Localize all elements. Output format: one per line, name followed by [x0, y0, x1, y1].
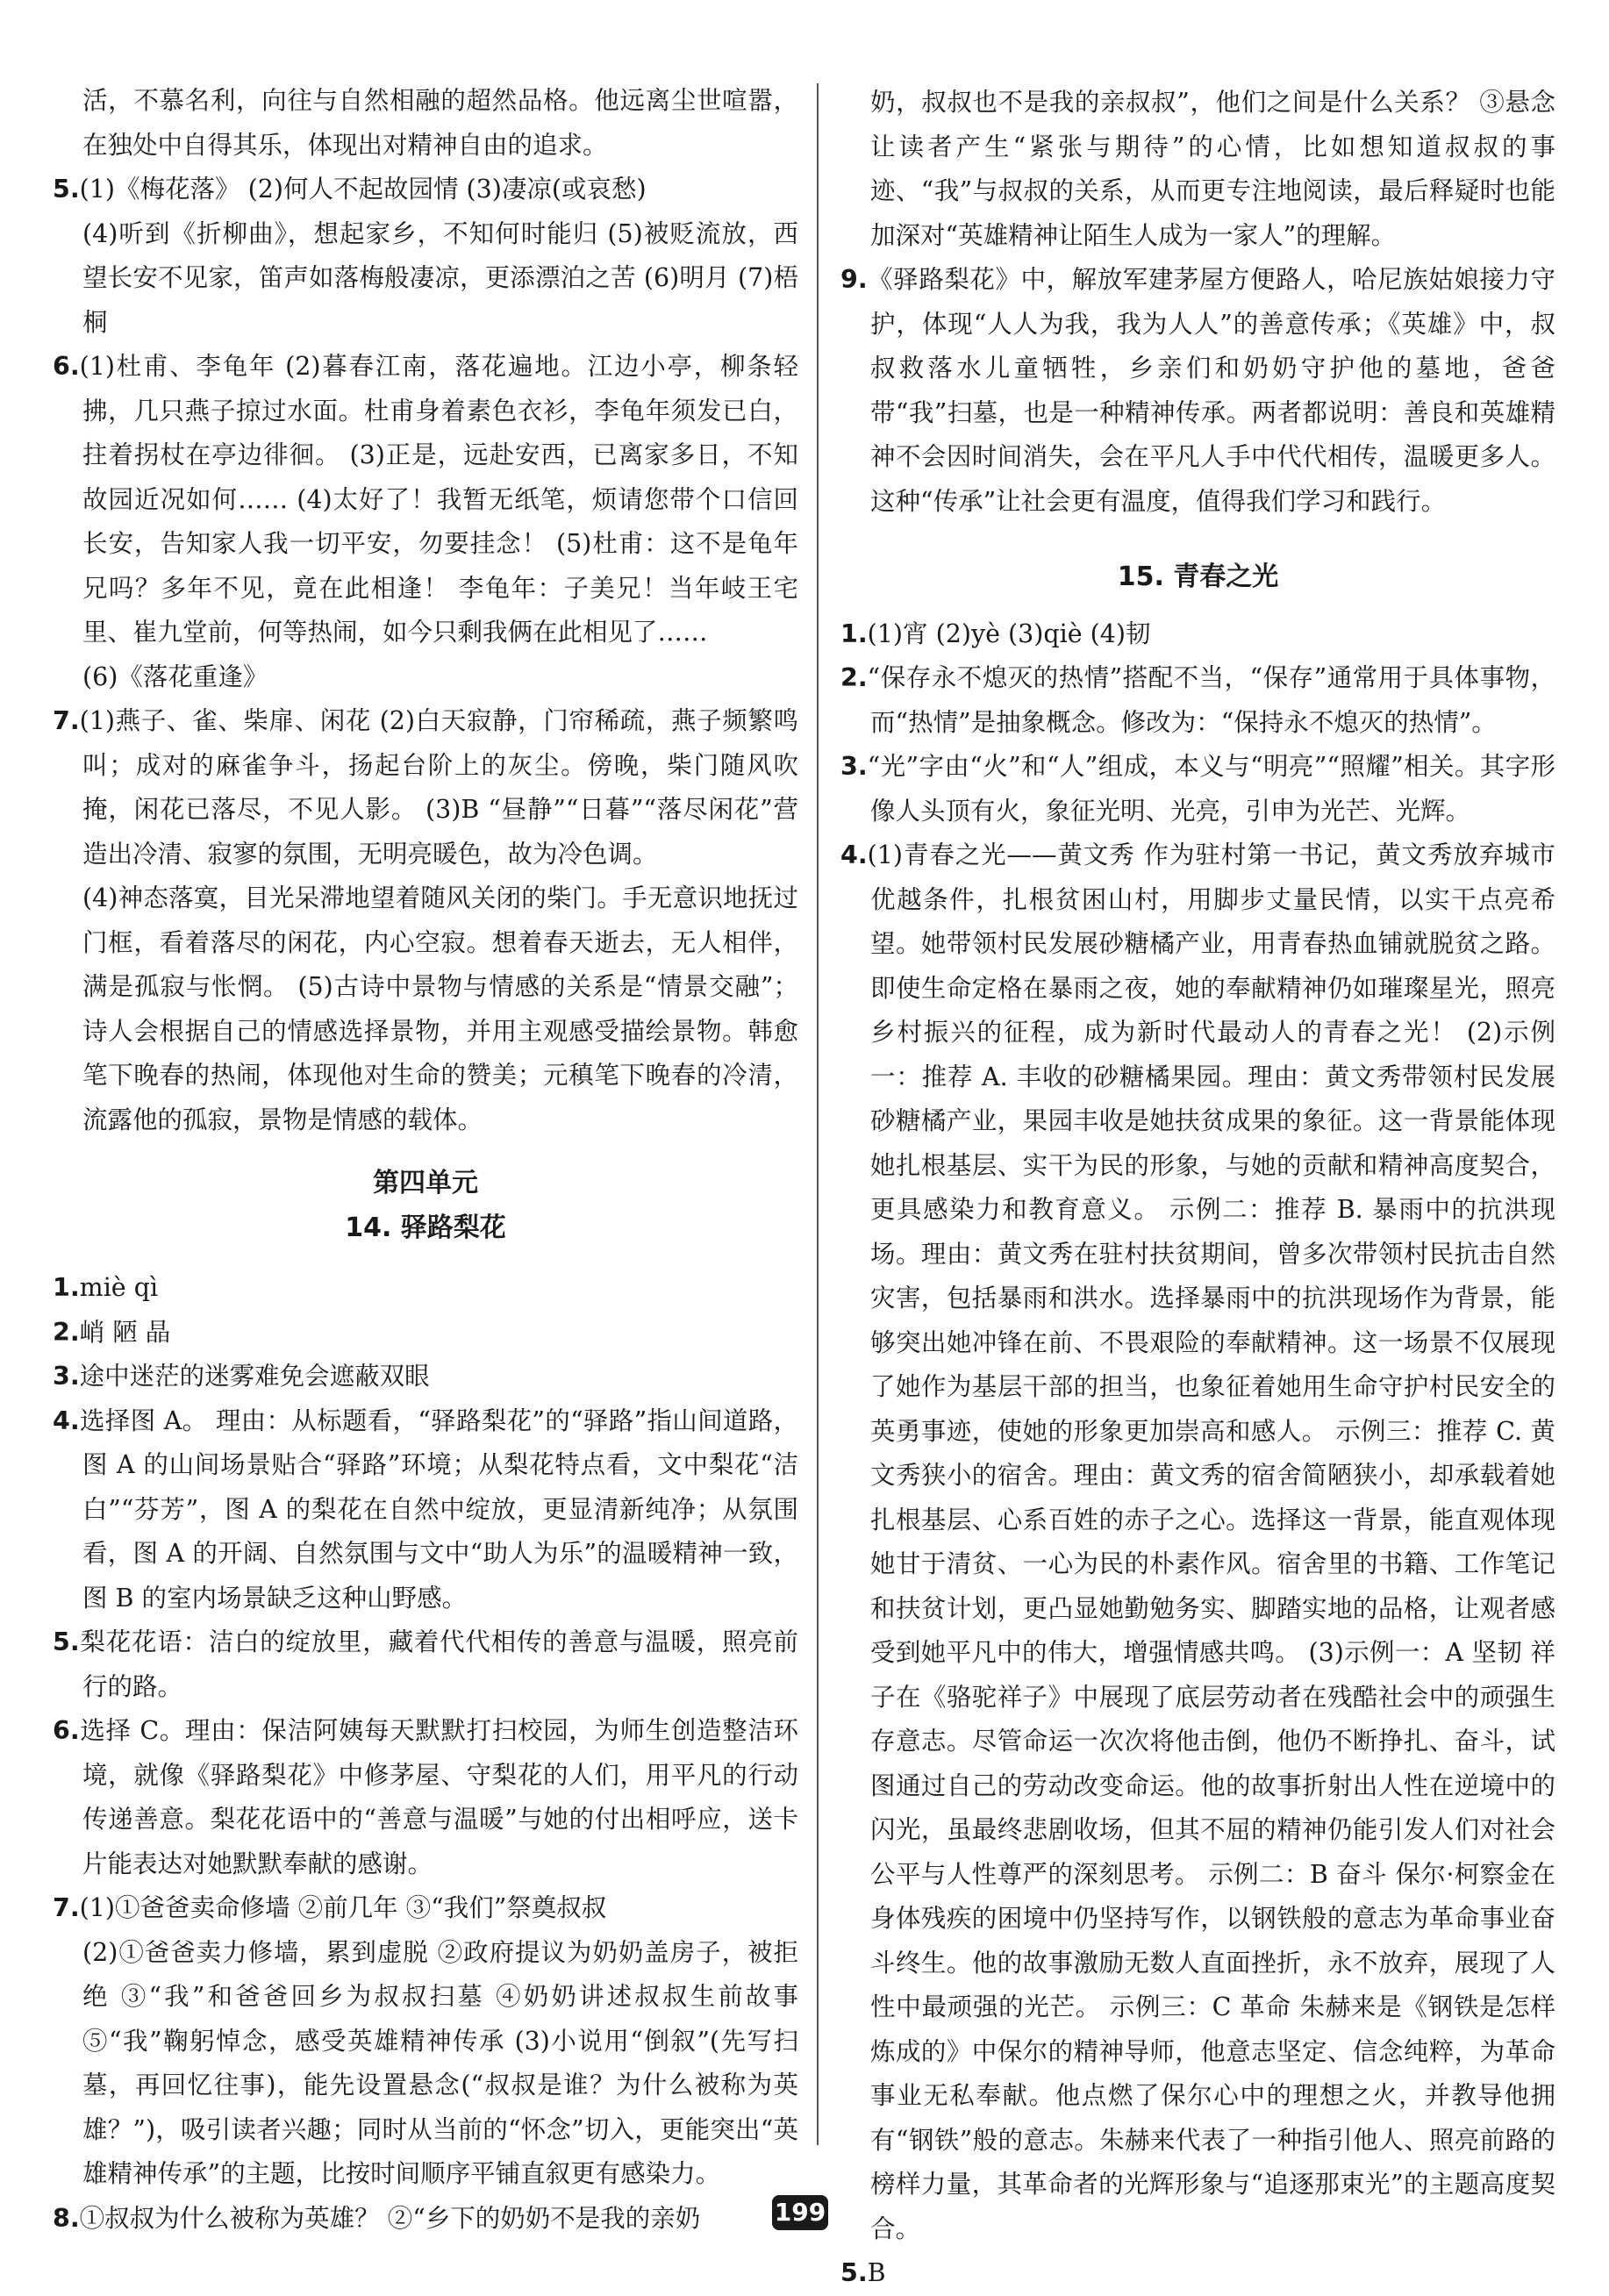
l14-item-3: 3.途中迷茫的迷雾难免会遮蔽双眼 — [53, 1362, 430, 1391]
answer-item-5-cont: (4)听到《折柳曲》，想起家乡，不知何时能归 (5)被贬流放，西望长安不见家，笛声如落梅般凄凉，更添漂泊之苦 (6)明月 (7)梧桐 — [82, 218, 798, 337]
l15-item-3: 3.“光”字由“火”和“人”组成，本义与“明亮”“照耀”相关。其字形像人头顶有火，象征光明、光亮，引申为光芒、光辉。 — [840, 752, 1555, 826]
lesson-14-title: 14. 驿路梨花 — [345, 1212, 506, 1243]
l15-item-2: 2.“保存永不熄灭的热情”搭配不当，“保存”通常用于具体事物，而“热情”是抽象概念。修改为：“保持永不熄灭的热情”。 — [840, 663, 1555, 737]
l14-item-8-cont: 奶，叔叔也不是我的亲叔叔”，他们之间是什么关系？ ③悬念让读者产生“紧张与期待”的心情，比如想知道叔叔的事迹、“我”与叔叔的关系，从而更专注地阅读，最后释疑时也能加深对“英雄精神让陌生人成为一家人”的理解。 — [870, 88, 1555, 250]
answer-item-7-cont: (4)神态落寞，目光呆滞地望着随风关闭的柴门。手无意识地抚过门框，看着落尽的闲花，内心空寂。想着春天逝去，无人相伴，满是孤寂与怅惘。 (5)古诗中景物与情感的关系是“情景交融”；诗人会根据自己的情感选择景物，并用主观感受描绘景物。韩愈笔下晚春的热闹，体现他对生命的赞美；元稹笔下晚春的冷清，流露他的孤寂，景物是情感的载体。 — [82, 883, 798, 1134]
l15-item-4: 4.(1)青春之光——黄文秀 作为驻村第一书记，黄文秀放弃城市优越条件，扎根贫困山村，用脚步丈量民情，以实干点亮希望。她带领村民发展砂糖橘产业，用青春热血铺就脱贫之路。即使生命定格在暴雨之夜，她的奉献精神仍如璀璨星光，照亮乡村振兴的征程，成为新时代最动人的青春之光！ (2)示例一：推荐 A. 丰收的砂糖橘果园。理由：黄文秀带领村民发展砂糖橘产业，果园丰收是她扶贫成果的象征。这一背景能体现她扎根基层、实干为民的形象，与她的贡献和精神高度契合，更具感染力和教育意义。 示例二：推荐 B. 暴雨中的抗洪现场。理由：黄文秀在驻村扶贫期间，曾多次带领村民抗击自然灾害，包括暴雨和洪水。选择暴雨中的抗洪现场作为背景，能够突出她冲锋在前、不畏艰险的奉献精神。这一场景不仅展现了她作为基层干部的担当，也象征着她用生命守护村民安全的英勇事迹，使她的形象更加崇高和感人。 示例三：推荐 C. 黄文秀狭小的宿舍。理由：黄文秀的宿舍简陋狭小，却承载着她扎根基层、心系百姓的赤子之心。选择这一背景，能直观体现她甘于清贫、一心为民的朴素作风。宿舍里的书籍、工作笔记和扶贫计划，更凸显她勤勉务实、脚踏实地的品格，让观者感受到她平凡中的伟大，增强情感共鸣。 (3)示例一：A 坚韧 祥子在《骆驼祥子》中展现了底层劳动者在残酷社会中的顽强生存意志。尽管命运一次次将他击倒，他仍不断挣扎、奋斗，试图通过自己的劳动改变命运。他的故事折射出人性在逆境中的闪光，虽最终悲剧收场，但其不屈的精神仍能引发人们对社会公平与人性尊严的深刻思考。 示例二：B 奋斗 保尔·柯察金在身体残疾的困境中仍坚持写作，以钢铁般的意志为革命事业奋斗终生。他的故事激励无数人直面挫折，永不放弃，展现了人性中最顽强的光芒。 示例三：C 革命 朱赫来是《钢铁是怎样炼成的》中保尔的精神导师，他意志坚定、信念纯粹，为革命事业无私奉献。他点燃了保尔心中的理想之火，并教导他拥有“钢铁”般的意志。朱赫来代表了一种指引他人、照亮前路的榜样力量，其革命者的光辉形象与“追逐那束光”的主题高度契合。 — [840, 840, 1555, 2243]
page-number: 199 — [772, 2195, 828, 2230]
answer-item-5: 5.(1)《梅花落》 (2)何人不起故园情 (3)凄凉(或哀愁) — [53, 175, 647, 204]
column-divider — [817, 83, 819, 2145]
answer-item-6: 6.(1)杜甫、李龟年 (2)暮春江南，落花遍地。江边小亭，柳条轻拂，几只燕子掠过水面。杜甫身着素色衣衫，李龟年须发已白，拄着拐杖在亭边徘徊。 (3)正是，远赴安西，已离家多日，不知故园近况如何…… (4)太好了！我暂无纸笔，烦请您带个口信回长安，告知家人我一切平安，勿要挂念！ (5)杜甫：这不是龟年兄吗？多年不见，竟在此相逢！ 李龟年：子美兄！当年岐王宅里、崔九堂前，何等热闹，如今只剩我俩在此相见了…… — [53, 352, 798, 647]
unit-title: 第四单元 — [373, 1168, 478, 1198]
left-column — [53, 79, 798, 2241]
l14-item-9: 9.《驿路梨花》中，解放军建茅屋方便路人，哈尼族姑娘接力守护，体现“人人为我，我为人人”的善意传承；《英雄》中，叔叔救落水儿童牺牲，乡亲们和奶奶守护他的墓地，爸爸带“我”扫墓，也是一种精神传承。两者都说明：善良和英雄精神不会因时间消失，会在平凡人手中代代相传，温暖更多人。这种“传承”让社会更有温度，值得我们学习和践行。 — [840, 265, 1555, 516]
paragraph-intro: 活，不慕名利，向往与自然相融的超然品格。他远离尘世喧嚣，在独处中自得其乐，体现出对精神自由的追求。 — [82, 86, 798, 160]
l14-item-4: 4.选择图 A。 理由：从标题看，“驿路梨花”的“驿路”指山间道路，图 A 的山间场景贴合“驿路”环境；从梨花特点看，文中梨花“洁白”“芬芳”，图 A 的梨花在自然中绽放，更显清新纯净；从氛围看，图 A 的开阔、自然氛围与文中“助人为乐”的温暖精神一致，图 B 的室内场景缺乏这种山野感。 — [53, 1405, 798, 1613]
l14-item-8: 8.①叔叔为什么被称为英雄？ ②“乡下的奶奶不是我的亲奶 — [53, 2203, 701, 2233]
l14-item-1: 1.miè qì — [53, 1273, 159, 1302]
l14-item-7: 7.(1)①爸爸卖命修墙 ②前几年 ③“我们”祭奠叔叔 — [53, 1893, 607, 1922]
l14-item-2: 2.峭 陋 晶 — [53, 1317, 171, 1347]
l15-item-5: 5.B — [840, 2258, 886, 2287]
answer-item-7: 7.(1)燕子、雀、柴扉、闲花 (2)白天寂静，门帘稀疏，燕子频繁鸣叫；成对的麻雀争斗，扬起台阶上的灰尘。傍晚，柴门随风吹掩，闲花已落尽，不见人影。 (3)B “昼静”“日暮”“落尽闲花”营造出冷清、寂寥的氛围，无明亮暖色，故为冷色调。 — [53, 706, 798, 869]
l15-item-1: 1.(1)宵 (2)yè (3)qiè (4)韧 — [840, 619, 1151, 648]
l14-item-7-cont: (2)①爸爸卖力修墙，累到虚脱 ②政府提议为奶奶盖房子，被拒绝 ③“我”和爸爸回乡为叔叔扫墓 ④奶奶讲述叔叔生前故事 ⑤“我”鞠躬悼念，感受英雄精神传承 (3)小说用“倒叙”(先写扫墓，再回忆往事)，能先设置悬念(“叔叔是谁？为什么被称为英雄？”)，吸引读者兴趣；同时从当前的“怀念”切入，更能突出“英雄精神传承”的主题，比按时间顺序平铺直叙更有感染力。 — [82, 1937, 798, 2188]
answer-item-6-cont: (6)《落花重逢》 — [82, 662, 268, 691]
l14-item-6: 6.选择 C。理由：保洁阿姨每天默默打扫校园，为师生创造整洁环境，就像《驿路梨花》中修茅屋、守梨花的人们，用平凡的行动传递善意。梨花花语中的“善意与温暖”与她的付出相呼应，送卡片能表达对她默默奉献的感谢。 — [53, 1716, 798, 1878]
l14-item-5: 5.梨花花语：洁白的绽放里，藏着代代相传的善意与温暖，照亮前行的路。 — [53, 1627, 798, 1701]
lesson-15-title: 15. 青春之光 — [1117, 561, 1279, 592]
right-column — [840, 81, 1555, 2296]
